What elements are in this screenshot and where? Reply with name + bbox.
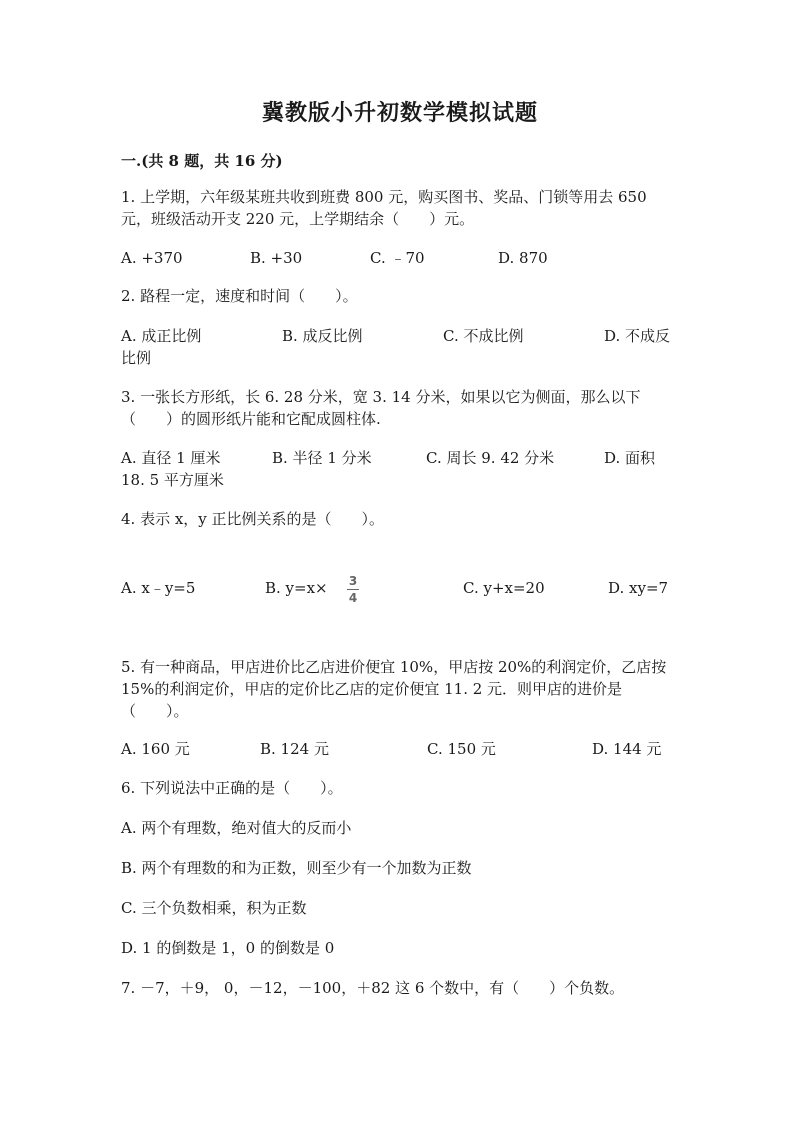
question-7-line-1: 7. －7，＋9， 0，－12，－100，＋82 这 6 个数中，有（ ）个负数。 (121, 979, 625, 997)
question-7 (121, 977, 681, 999)
option-b: B. 两个有理数的和为正数，则至少有一个加数为正数 (121, 859, 472, 877)
question-4 (121, 508, 681, 530)
option-a: A. 160 元 (121, 740, 190, 758)
section-heading: 一.(共 8 题，共 16 分) (121, 152, 283, 170)
option-a: A. 直径 1 厘米 (121, 449, 221, 467)
option-b: B. +30 (250, 249, 303, 267)
question-5-line-3: （ ）。 (121, 702, 189, 720)
option-a: A. 成正比例 (121, 327, 202, 345)
question-1-line-1: 1. 上学期，六年级某班共收到班费 800 元，购买图书、奖品、门锁等用去 650 (121, 188, 647, 206)
option-c: C. y+x=20 (463, 579, 545, 597)
question-1-line-2: 元，班级活动开支 220 元，上学期结余（ ）元。 (121, 210, 475, 228)
question-4-line-1: 4. 表示 x，y 正比例关系的是（ ）。 (121, 510, 385, 528)
option-d: D. xy=7 (608, 579, 669, 597)
question-1 (121, 186, 681, 230)
option-b: B. 半径 1 分米 (272, 449, 372, 467)
question-3-line-2: （ ）的圆形纸片能和它配成圆柱体. (121, 410, 381, 428)
question-5-options (121, 738, 681, 760)
question-3-line-1: 3. 一张长方形纸，长 6. 28 分米，宽 3. 14 分米，如果以它为侧面，那么以下 (121, 388, 641, 406)
page-title: 冀教版小升初数学模拟试题 (261, 100, 538, 126)
option-c: C. 周长 9. 42 分米 (426, 449, 555, 467)
question-5-line-1: 5. 有一种商品，甲店进价比乙店进价便宜 10%，甲店按 20%的利润定价，乙店按 (121, 658, 667, 676)
option-d-continuation: 比例 (121, 349, 152, 367)
fraction-bar (347, 589, 359, 590)
option-b: B. 成反比例 (282, 327, 363, 345)
question-6 (121, 777, 681, 799)
option-d: D. 不成反 (604, 327, 671, 345)
option-a: A. +370 (121, 249, 183, 267)
option-d: D. 870 (498, 249, 548, 267)
option-c: C. 三个负数相乘，积为正数 (121, 899, 307, 917)
question-6-line-1: 6. 下列说法中正确的是（ ）。 (121, 779, 343, 797)
option-b: B. y=x× (265, 579, 328, 597)
option-d-continuation: 18. 5 平方厘米 (121, 471, 224, 489)
question-2-line-1: 2. 路程一定，速度和时间（ ）。 (121, 287, 358, 305)
fraction-numerator: 3 (348, 574, 358, 588)
question-3 (121, 386, 681, 430)
question-1-options (121, 247, 681, 269)
option-c: C. ﹣70 (370, 249, 425, 267)
option-b: B. 124 元 (260, 740, 329, 758)
fraction-three-quarters (345, 574, 361, 605)
question-5-line-2: 15%的利润定价，甲店的定价比乙店的定价便宜 11. 2 元．则甲店的进价是 (121, 680, 623, 698)
question-2 (121, 285, 681, 307)
option-a: A. 两个有理数，绝对值大的反而小 (121, 819, 352, 837)
option-c: C. 不成比例 (443, 327, 524, 345)
question-2-options (121, 325, 681, 347)
option-d: D. 144 元 (592, 740, 662, 758)
option-c: C. 150 元 (427, 740, 496, 758)
question-4-options (121, 574, 681, 605)
question-5 (121, 656, 681, 722)
option-d: D. 1 的倒数是 1，0 的倒数是 0 (121, 939, 335, 957)
option-a: A. x﹣y=5 (121, 579, 196, 597)
question-3-options (121, 447, 681, 469)
fraction-denominator: 4 (348, 591, 358, 605)
option-d: D. 面积 (604, 449, 656, 467)
